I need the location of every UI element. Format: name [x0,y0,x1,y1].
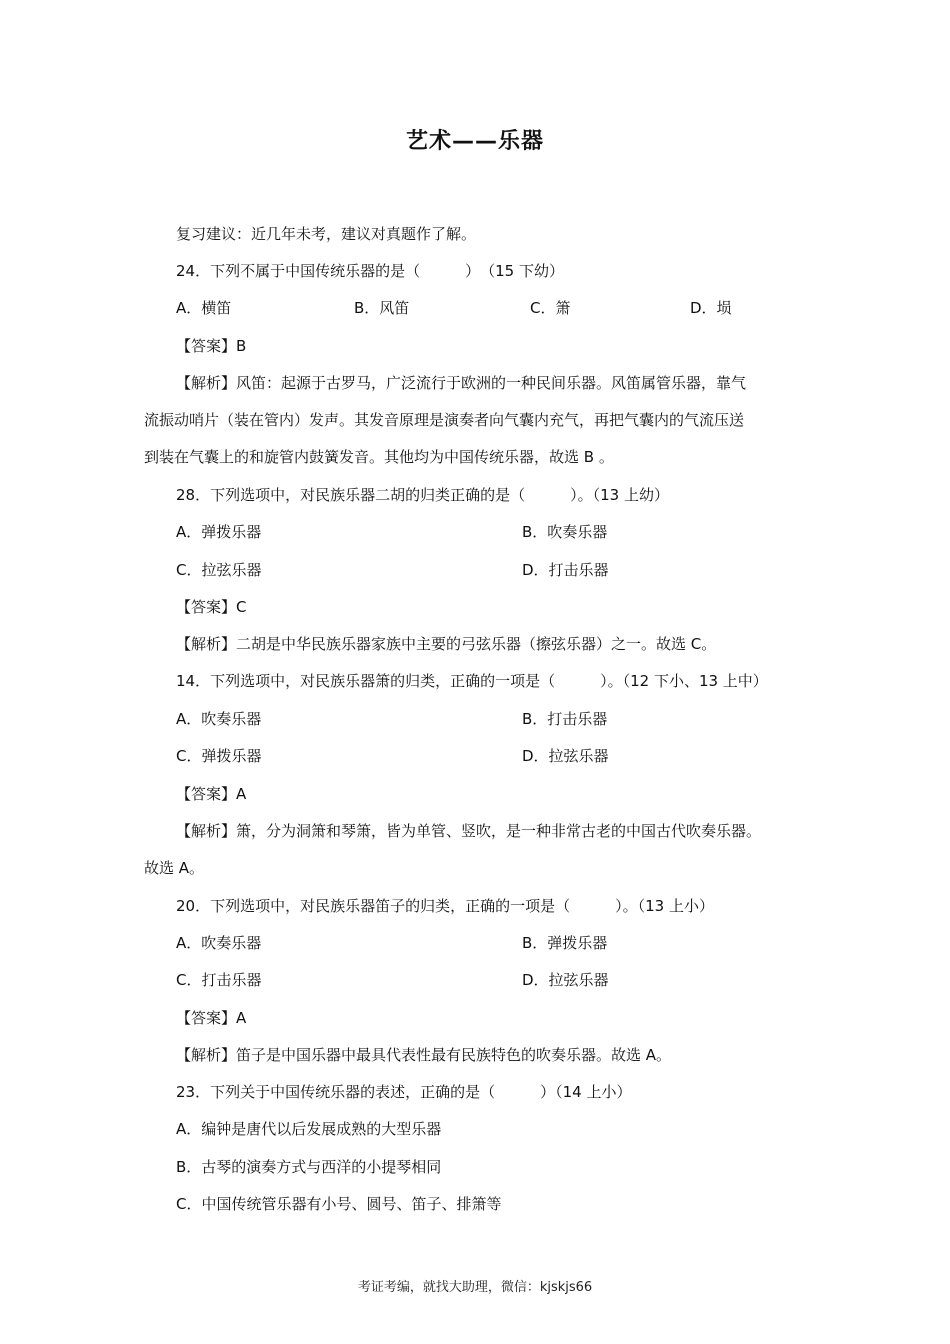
q14-option-d: D．拉弦乐器 [522,747,609,765]
q20-option-b: B．弹拨乐器 [522,934,608,952]
q28-option-d: D．打击乐器 [522,561,609,579]
q24-analysis-line: 到装在气囊上的和旋管内鼓簧发音。其他均为中国传统乐器，故选 B 。 [144,448,614,466]
page-footer: 考证考编，就找大助理，微信：kjskjs66 [357,1280,593,1295]
question-20: 20．下列选项中，对民族乐器笛子的归类，正确的一项是（ ）。（13 上小） [176,897,714,915]
page-title: 艺术——乐器 [405,129,544,154]
q20-option-a: A．吹奏乐器 [176,934,262,952]
q24-analysis-line: 【解析】风笛：起源于古罗马，广泛流行于欧洲的一种民间乐器。风笛属管乐器，靠气 [176,374,747,392]
q24-option-c: C．箫 [530,299,571,317]
q14-option-b: B．打击乐器 [522,710,608,728]
q14-option-a: A．吹奏乐器 [176,710,262,728]
review-suggestion: 复习建议：近几年未考，建议对真题作了解。 [176,225,477,243]
q20-answer: 【答案】A [176,1009,247,1027]
q24-option-a: A．横笛 [176,299,232,317]
q28-option-c: C．拉弦乐器 [176,561,262,579]
question-14: 14．下列选项中，对民族乐器箫的归类，正确的一项是（ ）。（12 下小、13 上中） [176,672,768,690]
q20-option-c: C．打击乐器 [176,971,262,989]
q14-analysis-line: 【解析】箫，分为洞箫和琴箫，皆为单管、竖吹，是一种非常古老的中国古代吹奏乐器。 [176,822,762,840]
question-28: 28．下列选项中，对民族乐器二胡的归类正确的是（ ）。（13 上幼） [176,486,669,504]
q28-option-a: A．弹拨乐器 [176,523,262,541]
q28-option-b: B．吹奏乐器 [522,523,608,541]
q23-option-a: A．编钟是唐代以后发展成熟的大型乐器 [176,1120,442,1138]
q20-analysis-line: 【解析】笛子是中国乐器中最具代表性最有民族特色的吹奏乐器。故选 A。 [176,1046,672,1064]
q24-option-b: B．风笛 [354,299,410,317]
question-24: 24．下列不属于中国传统乐器的是（ ） （15 下幼） [176,262,564,280]
question-23: 23．下列关于中国传统乐器的表述，正确的是（ ）（14 上小） [176,1083,632,1101]
q24-answer: 【答案】B [176,337,247,355]
q14-option-c: C．弹拨乐器 [176,747,262,765]
q24-analysis-line: 流振动哨片（装在管内）发声。其发音原理是演奏者向气囊内充气，再把气囊内的气流压送 [144,411,745,429]
q14-analysis-line: 故选 A。 [144,859,205,877]
q28-answer: 【答案】C [176,598,247,616]
q20-option-d: D．拉弦乐器 [522,971,609,989]
q14-answer: 【答案】A [176,785,247,803]
q23-option-c: C．中国传统管乐器有小号、圆号、笛子、排箫等 [176,1195,502,1213]
q23-option-b: B．古琴的演奏方式与西洋的小提琴相同 [176,1158,442,1176]
q28-analysis-line: 【解析】二胡是中华民族乐器家族中主要的弓弦乐器（擦弦乐器）之一。故选 C。 [176,635,717,653]
q24-option-d: D．埙 [690,299,732,317]
